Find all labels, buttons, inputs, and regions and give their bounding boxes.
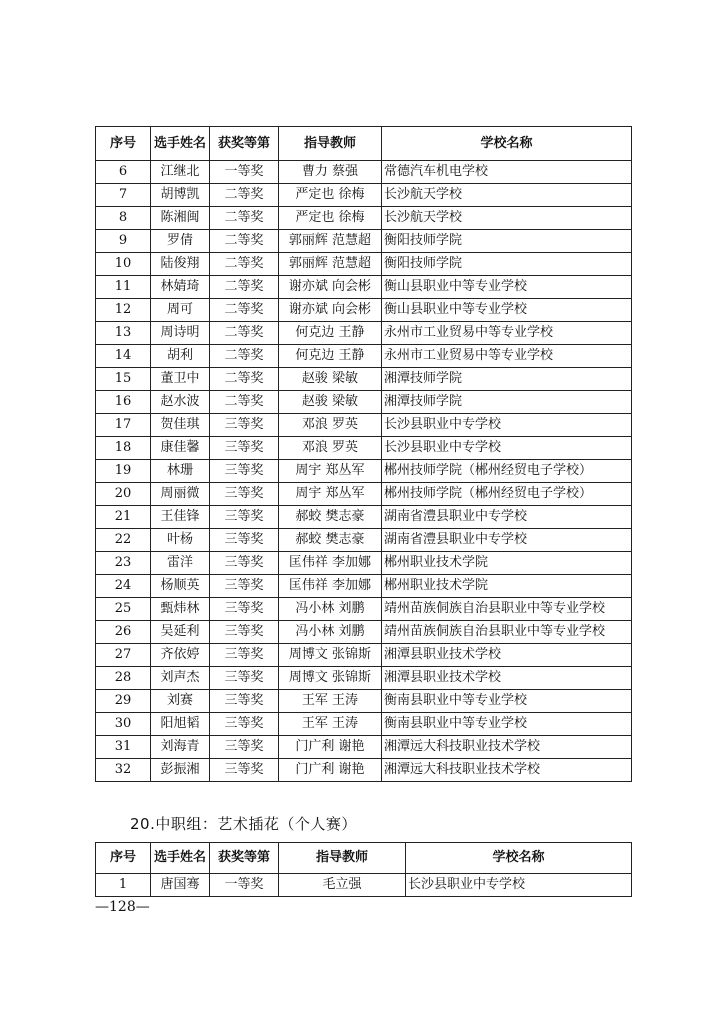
cell-award: 三等奖 — [210, 690, 279, 713]
cell-school: 湘潭技师学院 — [382, 391, 632, 414]
cell-no: 7 — [96, 184, 151, 207]
cell-teacher: 邓浪 罗英 — [279, 437, 382, 460]
cell-no: 21 — [96, 506, 151, 529]
awards-table-art-flower — [95, 842, 632, 897]
cell-no: 29 — [96, 690, 151, 713]
table-row — [96, 736, 632, 759]
cell-school: 衡山县职业中等专业学校 — [382, 276, 632, 299]
cell-no: 26 — [96, 621, 151, 644]
cell-award: 二等奖 — [210, 207, 279, 230]
cell-no: 1 — [96, 874, 151, 897]
table-row — [96, 276, 632, 299]
table-row — [96, 667, 632, 690]
cell-no: 6 — [96, 161, 151, 184]
cell-teacher: 郭丽辉 范慧超 — [279, 230, 382, 253]
cell-award: 三等奖 — [210, 644, 279, 667]
cell-teacher: 冯小林 刘鹏 — [279, 598, 382, 621]
cell-name: 刘赛 — [151, 690, 210, 713]
cell-no: 9 — [96, 230, 151, 253]
cell-teacher: 严定也 徐梅 — [279, 207, 382, 230]
header-name: 选手姓名 — [151, 127, 210, 161]
cell-no: 20 — [96, 483, 151, 506]
cell-award: 三等奖 — [210, 598, 279, 621]
cell-school: 湖南省澧县职业中专学校 — [382, 529, 632, 552]
cell-name: 江继北 — [151, 161, 210, 184]
cell-no: 32 — [96, 759, 151, 782]
cell-school: 湘潭技师学院 — [382, 368, 632, 391]
cell-name: 王佳锋 — [151, 506, 210, 529]
cell-school: 湘潭县职业技术学校 — [382, 667, 632, 690]
cell-school: 衡南县职业中等专业学校 — [382, 713, 632, 736]
cell-school: 长沙县职业中专学校 — [382, 414, 632, 437]
cell-award: 一等奖 — [210, 874, 279, 897]
cell-teacher: 门广利 谢艳 — [279, 736, 382, 759]
table-row — [96, 207, 632, 230]
cell-name: 甄炜林 — [151, 598, 210, 621]
table-row — [96, 713, 632, 736]
cell-award: 三等奖 — [210, 759, 279, 782]
header-teacher: 指导教师 — [279, 843, 406, 874]
cell-name: 吴延利 — [151, 621, 210, 644]
cell-no: 31 — [96, 736, 151, 759]
header-teacher: 指导教师 — [279, 127, 382, 161]
cell-teacher: 赵骏 梁敏 — [279, 368, 382, 391]
header-award: 获奖等第 — [210, 127, 279, 161]
cell-teacher: 郝蛟 樊志豪 — [279, 506, 382, 529]
cell-teacher: 周博文 张锦斯 — [279, 667, 382, 690]
cell-school: 湖南省澧县职业中专学校 — [382, 506, 632, 529]
cell-no: 22 — [96, 529, 151, 552]
table-row — [96, 644, 632, 667]
cell-no: 8 — [96, 207, 151, 230]
cell-award: 三等奖 — [210, 667, 279, 690]
cell-name: 彭振湘 — [151, 759, 210, 782]
cell-name: 刘声杰 — [151, 667, 210, 690]
cell-teacher: 赵骏 梁敏 — [279, 391, 382, 414]
cell-name: 雷洋 — [151, 552, 210, 575]
cell-no: 11 — [96, 276, 151, 299]
cell-teacher: 严定也 徐梅 — [279, 184, 382, 207]
cell-name: 胡博凯 — [151, 184, 210, 207]
cell-name: 阳旭韬 — [151, 713, 210, 736]
cell-no: 12 — [96, 299, 151, 322]
cell-award: 三等奖 — [210, 437, 279, 460]
cell-award: 二等奖 — [210, 299, 279, 322]
cell-school: 长沙县职业中专学校 — [382, 437, 632, 460]
cell-award: 二等奖 — [210, 345, 279, 368]
header-school: 学校名称 — [406, 843, 632, 874]
cell-no: 23 — [96, 552, 151, 575]
cell-award: 二等奖 — [210, 368, 279, 391]
cell-no: 28 — [96, 667, 151, 690]
cell-award: 二等奖 — [210, 230, 279, 253]
cell-award: 三等奖 — [210, 414, 279, 437]
cell-name: 陆俊翔 — [151, 253, 210, 276]
cell-award: 一等奖 — [210, 161, 279, 184]
cell-school: 衡阳技师学院 — [382, 230, 632, 253]
table-row — [96, 759, 632, 782]
cell-name: 董卫中 — [151, 368, 210, 391]
cell-teacher: 邓浪 罗英 — [279, 414, 382, 437]
cell-award: 三等奖 — [210, 460, 279, 483]
cell-teacher: 王军 王涛 — [279, 690, 382, 713]
cell-teacher: 谢亦斌 向会彬 — [279, 299, 382, 322]
cell-name: 叶杨 — [151, 529, 210, 552]
table-row — [96, 483, 632, 506]
cell-no: 24 — [96, 575, 151, 598]
cell-school: 郴州技师学院（郴州经贸电子学校） — [382, 460, 632, 483]
cell-teacher: 周宇 郑丛军 — [279, 483, 382, 506]
cell-name: 赵水波 — [151, 391, 210, 414]
cell-no: 18 — [96, 437, 151, 460]
cell-award: 二等奖 — [210, 391, 279, 414]
cell-school: 永州市工业贸易中等专业学校 — [382, 345, 632, 368]
cell-no: 19 — [96, 460, 151, 483]
table-row — [96, 690, 632, 713]
cell-no: 16 — [96, 391, 151, 414]
cell-name: 刘海青 — [151, 736, 210, 759]
table-row — [96, 299, 632, 322]
header-award: 获奖等第 — [210, 843, 279, 874]
cell-name: 罗倩 — [151, 230, 210, 253]
page-number: —128— — [95, 899, 150, 915]
cell-school: 靖州苗族侗族自治县职业中等专业学校 — [382, 621, 632, 644]
table-row — [96, 529, 632, 552]
cell-award: 三等奖 — [210, 713, 279, 736]
header-name: 选手姓名 — [151, 843, 210, 874]
table-row — [96, 322, 632, 345]
cell-teacher: 匡伟祥 李加娜 — [279, 575, 382, 598]
cell-teacher: 何克边 王静 — [279, 345, 382, 368]
table-row — [96, 460, 632, 483]
cell-no: 27 — [96, 644, 151, 667]
cell-name: 周可 — [151, 299, 210, 322]
cell-teacher: 何克边 王静 — [279, 322, 382, 345]
cell-school: 衡山县职业中等专业学校 — [382, 299, 632, 322]
cell-name: 胡利 — [151, 345, 210, 368]
cell-school: 长沙航天学校 — [382, 184, 632, 207]
table-row — [96, 391, 632, 414]
table-row — [96, 184, 632, 207]
cell-name: 杨顺英 — [151, 575, 210, 598]
cell-teacher: 匡伟祥 李加娜 — [279, 552, 382, 575]
table-row — [96, 161, 632, 184]
cell-school: 湘潭远大科技职业技术学校 — [382, 759, 632, 782]
cell-award: 三等奖 — [210, 529, 279, 552]
table-row — [96, 575, 632, 598]
cell-school: 湘潭远大科技职业技术学校 — [382, 736, 632, 759]
cell-no: 14 — [96, 345, 151, 368]
cell-award: 二等奖 — [210, 322, 279, 345]
table-row — [96, 368, 632, 391]
cell-name: 林婧琦 — [151, 276, 210, 299]
cell-teacher: 冯小林 刘鹏 — [279, 621, 382, 644]
cell-no: 25 — [96, 598, 151, 621]
cell-no: 10 — [96, 253, 151, 276]
cell-school: 郴州职业技术学院 — [382, 575, 632, 598]
cell-school: 常德汽车机电学校 — [382, 161, 632, 184]
section-title: 20.中职组：艺术插花（个人赛） — [130, 815, 357, 833]
cell-award: 三等奖 — [210, 736, 279, 759]
cell-award: 三等奖 — [210, 552, 279, 575]
table-row — [96, 506, 632, 529]
cell-teacher: 曹力 蔡强 — [279, 161, 382, 184]
cell-school: 靖州苗族侗族自治县职业中等专业学校 — [382, 598, 632, 621]
cell-school: 衡阳技师学院 — [382, 253, 632, 276]
header-school: 学校名称 — [382, 127, 632, 161]
table-row — [96, 437, 632, 460]
cell-school: 郴州技师学院（郴州经贸电子学校） — [382, 483, 632, 506]
cell-award: 二等奖 — [210, 253, 279, 276]
cell-name: 林珊 — [151, 460, 210, 483]
cell-school: 长沙航天学校 — [382, 207, 632, 230]
table-header-row — [96, 127, 632, 161]
cell-name: 齐依婷 — [151, 644, 210, 667]
cell-no: 17 — [96, 414, 151, 437]
table-row — [96, 621, 632, 644]
cell-teacher: 毛立强 — [279, 874, 406, 897]
table-row — [96, 552, 632, 575]
table-row — [96, 598, 632, 621]
table-row — [96, 874, 632, 897]
cell-teacher: 门广利 谢艳 — [279, 759, 382, 782]
cell-school: 长沙县职业中专学校 — [406, 874, 632, 897]
cell-school: 郴州职业技术学院 — [382, 552, 632, 575]
cell-teacher: 谢亦斌 向会彬 — [279, 276, 382, 299]
cell-no: 15 — [96, 368, 151, 391]
cell-award: 三等奖 — [210, 483, 279, 506]
cell-award: 二等奖 — [210, 276, 279, 299]
awards-table — [95, 126, 632, 782]
cell-teacher: 周宇 郑丛军 — [279, 460, 382, 483]
cell-name: 周丽微 — [151, 483, 210, 506]
cell-no: 30 — [96, 713, 151, 736]
table-row — [96, 230, 632, 253]
table-row — [96, 414, 632, 437]
cell-teacher: 王军 王涛 — [279, 713, 382, 736]
header-no: 序号 — [96, 843, 151, 874]
cell-no: 13 — [96, 322, 151, 345]
cell-name: 唐国骞 — [151, 874, 210, 897]
cell-school: 永州市工业贸易中等专业学校 — [382, 322, 632, 345]
cell-teacher: 郭丽辉 范慧超 — [279, 253, 382, 276]
cell-award: 二等奖 — [210, 184, 279, 207]
header-no: 序号 — [96, 127, 151, 161]
cell-name: 贺佳琪 — [151, 414, 210, 437]
cell-name: 康佳馨 — [151, 437, 210, 460]
table-row — [96, 345, 632, 368]
cell-name: 周诗明 — [151, 322, 210, 345]
cell-award: 三等奖 — [210, 575, 279, 598]
cell-award: 三等奖 — [210, 621, 279, 644]
cell-school: 湘潭县职业技术学校 — [382, 644, 632, 667]
table-row — [96, 253, 632, 276]
cell-teacher: 周博文 张锦斯 — [279, 644, 382, 667]
table-header-row — [96, 843, 632, 874]
cell-school: 衡南县职业中等专业学校 — [382, 690, 632, 713]
cell-teacher: 郝蛟 樊志豪 — [279, 529, 382, 552]
cell-name: 陈湘闽 — [151, 207, 210, 230]
cell-award: 三等奖 — [210, 506, 279, 529]
